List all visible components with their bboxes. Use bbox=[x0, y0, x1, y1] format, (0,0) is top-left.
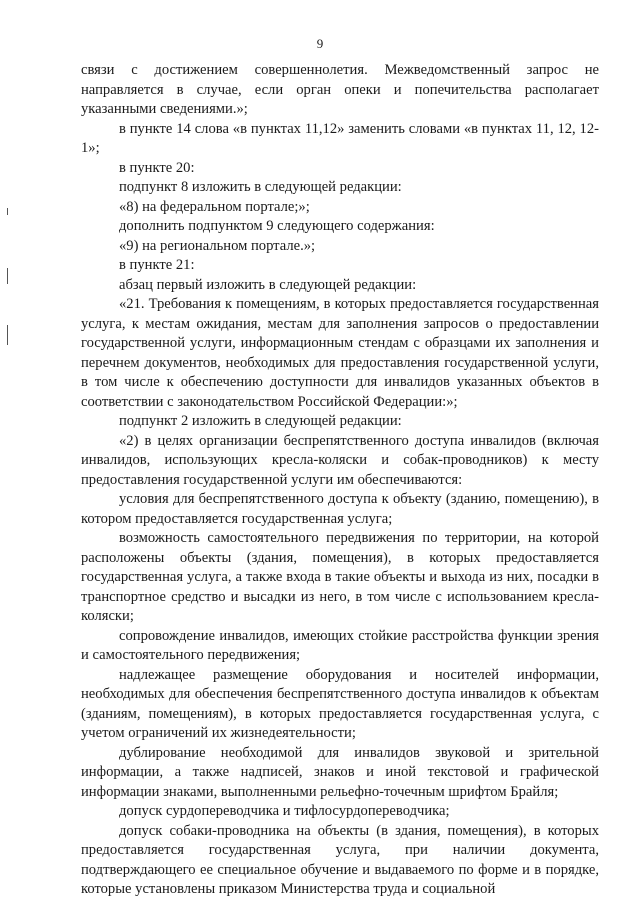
paragraph: «21. Требования к помещениям, в которых предоставляется государственная услуга, к местам ожидания, местам для заполнения запросов о предоставлении государственной услуги, информационным стендам с образцами их заполнения и перечнем документов, необходимых для предоставления государственной услуги, в том числе к обеспечению доступности для инвалидов указанных объектов в соответствии с законодательством Российской Федерации:»; bbox=[81, 296, 599, 410]
paragraph: дополнить подпунктом 9 следующего содержания: bbox=[119, 218, 435, 234]
paragraph: «8) на федеральном портале;»; bbox=[119, 198, 310, 215]
paragraph: дублирование необходимой для инвалидов звуковой и зрительной информации, а также надписей, знаков и иной текстовой и графической информации знаками, выполненными рельефно-точечным шрифтом Брайля; bbox=[81, 744, 599, 800]
scan-artifact bbox=[7, 325, 8, 345]
paragraph: в пункте 20: bbox=[119, 159, 195, 176]
paragraph: сопровождение инвалидов, имеющих стойкие расстройства функции зрения и самостоятельного передвижения; bbox=[81, 627, 599, 663]
document-body bbox=[81, 61, 599, 900]
paragraph: надлежащее размещение оборудования и носителей информации, необходимых для обеспечения беспрепятственного доступа инвалидов к объектам (зданиям, помещениям), в которых предоставляется государственная услуга, с учетом ограничений их жизнедеятельности; bbox=[81, 666, 599, 741]
scan-artifact bbox=[7, 208, 8, 215]
paragraph: допуск собаки-проводника на объекты (в здания, помещения), в которых предоставляется государственная услуга, при наличии документа, подтверждающего ее специальное обучение и выдаваемого по форме и в порядке, которые установлены приказом Министерства труда и социальной bbox=[81, 822, 599, 897]
paragraph: возможность самостоятельного передвижения по территории, на которой расположены объекты (здания, помещения), в которых предоставляется государственная услуга, а также входа в такие объекты и выхода из них, посадки в транспортное средство и высадки из него, в том числе с использованием кресла-коляски; bbox=[81, 530, 599, 624]
paragraph: в пункте 14 слова «в пунктах 11,12» заменить словами «в пунктах 11, 12, 12-1»; bbox=[81, 120, 599, 156]
paragraph: условия для беспрепятственного доступа к объекту (зданию, помещению), в котором предоставляется государственная услуга; bbox=[81, 491, 599, 527]
scan-artifact bbox=[7, 268, 8, 284]
paragraph: связи с достижением совершеннолетия. Межведомственный запрос не направляется в случае, если орган опеки и попечительства располагает указанными сведениями.»; bbox=[81, 62, 599, 117]
paragraph: «2) в целях организации беспрепятственного доступа инвалидов (включая инвалидов, использующих кресла-коляски и собак-проводников) к месту предоставления государственной услуги им обеспечиваются: bbox=[81, 432, 599, 488]
paragraph: абзац первый изложить в следующей редакции: bbox=[119, 276, 417, 293]
paragraph: «9) на региональном портале.»; bbox=[119, 237, 316, 254]
paragraph: подпункт 2 изложить в следующей редакции: bbox=[119, 413, 402, 429]
page-number: 9 bbox=[316, 36, 324, 51]
paragraph: в пункте 21: bbox=[119, 257, 195, 273]
paragraph: допуск сурдопереводчика и тифлосурдопереводчика; bbox=[119, 803, 450, 819]
paragraph: подпункт 8 изложить в следующей редакции: bbox=[119, 179, 402, 195]
